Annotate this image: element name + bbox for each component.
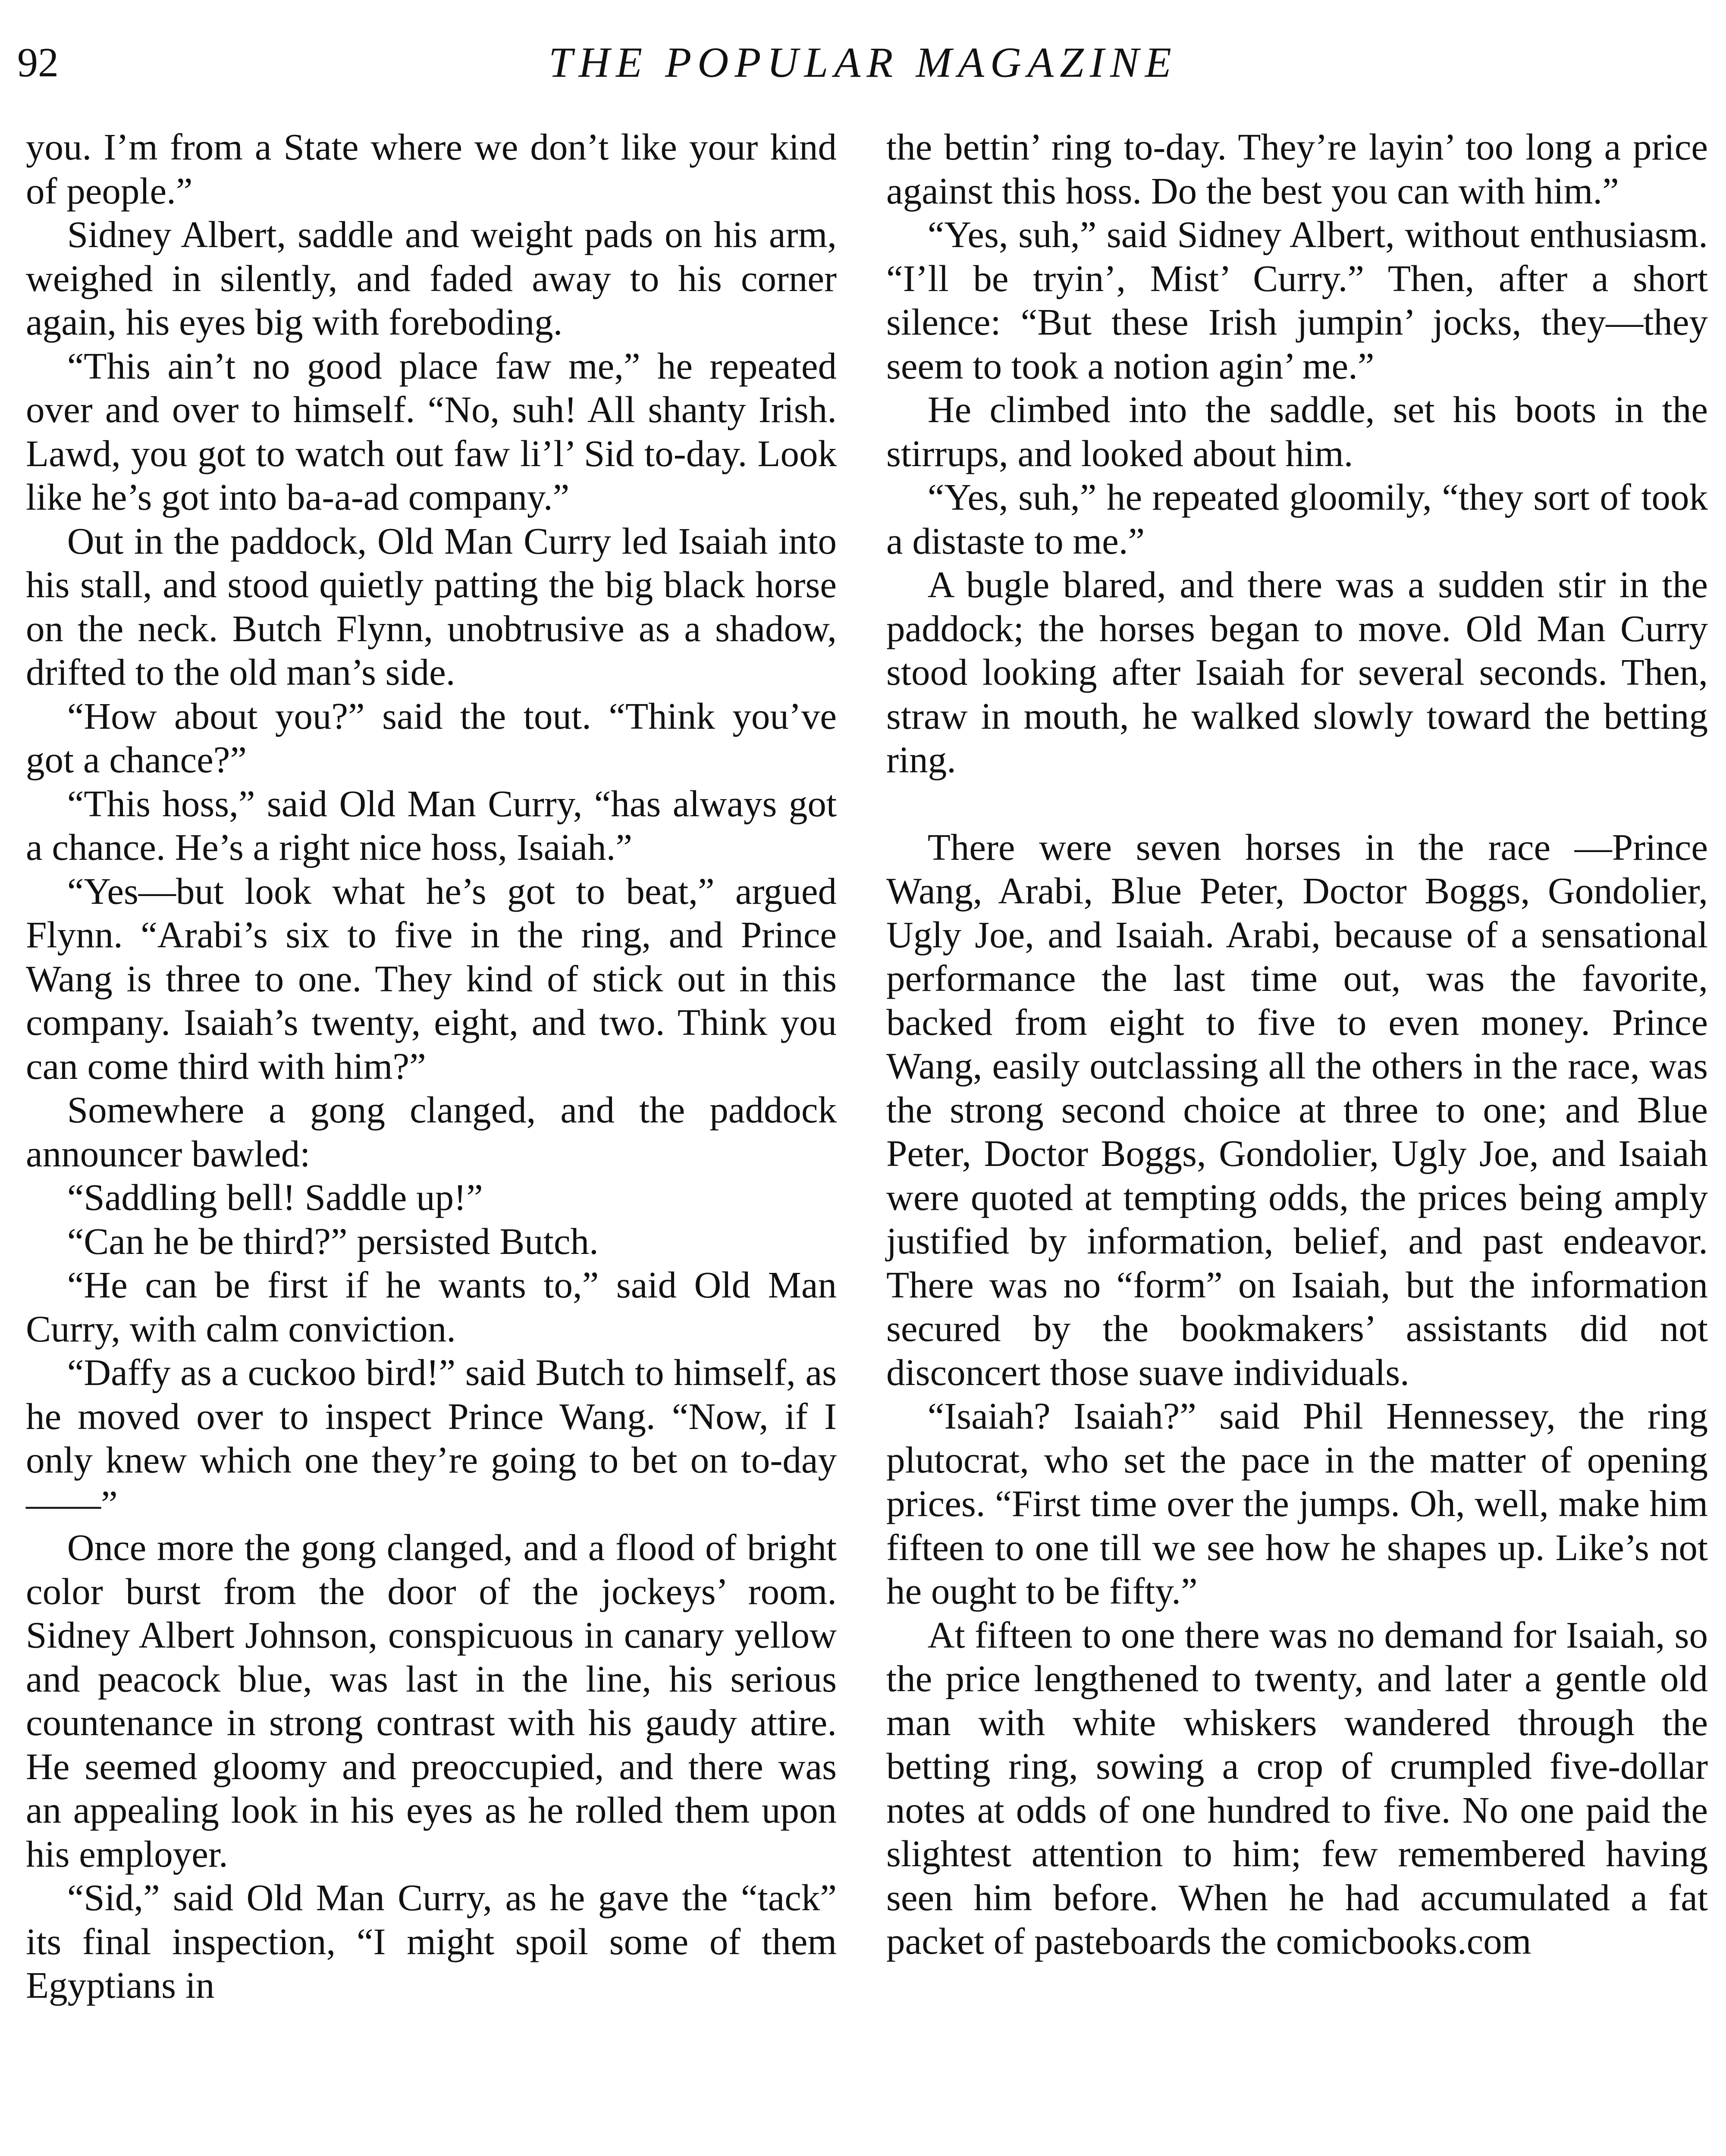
paragraph: “Isaiah? Isaiah?” said Phil Hennessey, the ring plutocrat, who set the pace in the matter of opening prices. “First time over the jumps. Oh, well, make him fifteen to one till we see how he shapes up. Like’s not he ought to be fifty.” xyxy=(886,1395,1708,1612)
paragraph: Somewhere a gong clanged, and the paddock announcer bawled: xyxy=(26,1089,837,1175)
paragraph: There were seven horses in the race —Prince Wang, Arabi, Blue Peter, Doctor Boggs, Gondolier, Ugly Joe, and Isaiah. Arabi, because of a sensational performance the last time out, was the favorite, backed from eight to five to even money. Prince Wang, easily outclassing all the others in the race, was the strong second choice at three to one; and Blue Peter, Doctor Boggs, Gondolier, Ugly Joe, and Isaiah were quoted at tempting odds, the prices being amply justified by information, belief, and past endeavor. There was no “form” on Isaiah, but the information secured by the bookmakers’ assistants did not disconcert those suave individuals. xyxy=(886,826,1708,1393)
paragraph: Sidney Albert, saddle and weight pads on his arm, weighed in silently, and faded away to his corner again, his eyes big with foreboding. xyxy=(26,213,837,343)
paragraph: He climbed into the saddle, set his boots in the stirrups, and looked about him. xyxy=(886,389,1708,474)
paragraph: “Yes, suh,” he repeated gloomily, “they sort of took a distaste to me.” xyxy=(886,476,1708,562)
paragraph: the bettin’ ring to-day. They’re layin’ too long a price against this hoss. Do the best you can with him.” xyxy=(886,126,1708,212)
paragraph: “Daffy as a cuckoo bird!” said Butch to himself, as he moved over to inspect Prince Wang. “Now, if I only knew which one they’re going to bet on to-day——” xyxy=(26,1351,837,1525)
paragraph: Once more the gong clanged, and a flood of bright color burst from the door of the jockeys’ room. Sidney Albert Johnson, conspicuous in canary yellow and peacock blue, was last in the line, his serious countenance in strong contrast with his gaudy attire. He seemed gloomy and preoccupied, and there was an appealing look in his eyes as he rolled them upon his employer. xyxy=(26,1526,837,1875)
page-number: 92 xyxy=(17,39,59,85)
paragraph: “How about you?” said the tout. “Think you’ve got a chance?” xyxy=(26,695,837,780)
page-header xyxy=(0,30,1726,95)
magazine-title: THE POPULAR MAGAZINE xyxy=(549,38,1177,86)
paragraph: At fifteen to one there was no demand for Isaiah, so the price lengthened to twenty, and later a gentle old man with white whiskers wandered through the betting ring, sowing a crop of crumpled five-dollar notes at odds of one hundred to five. No one paid the slightest attention to him; few remembered having seen him before. When he had accumulated a fat packet of pasteboards the comicbooks.com xyxy=(886,1614,1708,1962)
paragraph: “Saddling bell! Saddle up!” xyxy=(67,1176,483,1218)
right-column xyxy=(886,125,1708,1963)
paragraph: “Yes, suh,” said Sidney Albert, without enthusiasm. “I’ll be tryin’, Mist’ Curry.” Then, after a short silence: “But these Irish jumpin’ jocks, they—they seem to took a notion agin’ me.” xyxy=(886,213,1708,387)
paragraph: A bugle blared, and there was a sudden stir in the paddock; the horses began to move. Old Man Curry stood looking after Isaiah for several seconds. Then, straw in mouth, he walked slowly toward the betting ring. xyxy=(886,564,1708,780)
left-column xyxy=(26,125,837,2007)
paragraph: you. I’m from a State where we don’t like your kind of people.” xyxy=(26,126,837,212)
paragraph: “This ain’t no good place faw me,” he repeated over and over to himself. “No, suh! All shanty Irish. Lawd, you got to watch out faw li’l’ Sid to-day. Look like he’s got into ba-a-ad company.” xyxy=(26,345,837,518)
paragraph: “Can he be third?” persisted Butch. xyxy=(67,1220,599,1262)
paragraph: “This hoss,” said Old Man Curry, “has always got a chance. He’s a right nice hoss, Isaiah.” xyxy=(26,782,837,868)
paragraph: Out in the paddock, Old Man Curry led Isaiah into his stall, and stood quietly patting the big black horse on the neck. Butch Flynn, unobtrusive as a shadow, drifted to the old man’s side. xyxy=(26,520,837,693)
paragraph: “Sid,” said Old Man Curry, as he gave the “tack” its final inspection, “I might spoil some of them Egyptians in xyxy=(26,1877,837,2006)
paragraph: “He can be first if he wants to,” said Old Man Curry, with calm conviction. xyxy=(26,1264,837,1350)
paragraph: “Yes—but look what he’s got to beat,” argued Flynn. “Arabi’s six to five in the ring, and Prince Wang is three to one. They kind of stick out in this company. Isaiah’s twenty, eight, and two. Think you can come third with him?” xyxy=(26,870,837,1087)
